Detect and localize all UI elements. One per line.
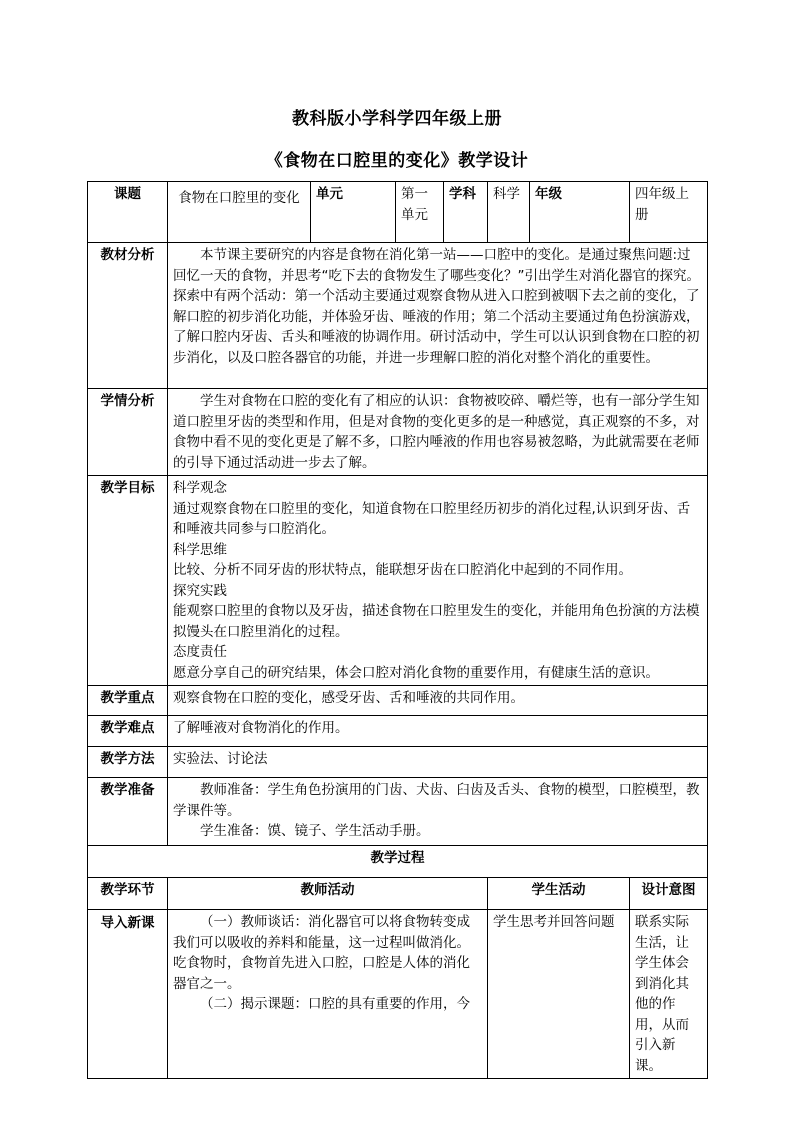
lesson-plan-table [87,181,708,1079]
methods-row [88,747,708,778]
objectives-label: 教学目标 [88,476,168,686]
process-header-row [88,878,708,910]
header-design-intent: 设计意图 [630,878,708,910]
teacher-activity-text: （二）揭示课题：口腔的具有重要的作用，今 [200,996,470,1012]
difficult-points-text: 了解唾液对食物消化的作用。 [168,716,708,747]
difficult-points-label: 教学难点 [88,716,168,747]
objectives-row [88,476,708,686]
objective-heading: 探究实践 [173,582,227,599]
unit-label: 单元 [311,182,396,243]
process-row [88,910,708,1079]
key-points-text: 观察食物在口腔的变化，感受牙齿、舌和唾液的共同作用。 [168,686,708,716]
student-analysis-label: 学情分析 [88,389,168,476]
teacher-activity-text: （一）教师谈话：消化器官可以将食物转变成我们可以吸收的养料和能量，这一过程叫做消化。吃食物时，食物首先进入口腔，口腔是人体的消化器官之一。 [173,914,470,992]
subject-label: 学科 [444,182,488,243]
objective-heading: 科学观念 [173,480,227,496]
objective-heading: 科学思维 [173,541,227,558]
process-title-row [88,846,708,878]
material-analysis-row [88,243,708,389]
teacher-preparation-text: 教师准备：学生角色扮演用的门齿、犬齿、臼齿及舌头、食物的模型，口腔模型，教学课件等。 [173,782,700,819]
design-intent-cell: 联系实际生活，让学生体会到消化其他的作用，从而引入新课。 [630,910,708,1079]
key-points-row [88,686,708,716]
process-title: 教学过程 [88,846,708,878]
methods-label: 教学方法 [88,747,168,778]
objective-text: 愿意分享自己的研究结果，体会口腔对消化食物的重要作用，有健康生活的意识。 [173,664,659,681]
student-preparation-text: 学生准备：馍、镜子、学生活动手册。 [200,823,430,839]
header-teacher-activity: 教师活动 [168,878,488,910]
subject-value: 科学 [488,182,530,243]
info-row [88,182,708,243]
stage-cell: 导入新课 [88,910,168,1079]
student-analysis-text: 学生对食物在口腔的变化有了相应的认识：食物被咬碎、嚼烂等，也有一部分学生知道口腔里牙齿的类型和作用，但是对食物的变化更多的是一种感觉，真正观察的不多，对食物中看不见的变化更是了解不多，口腔内唾液的作用也容易被忽略，为此就需要在老师的引导下通过活动进一步去了解。 [173,393,700,471]
preparation-row [88,778,708,846]
header-stage: 教学环节 [88,878,168,910]
methods-text: 实验法、讨论法 [168,747,708,778]
key-points-label: 教学重点 [88,686,168,716]
material-analysis-label: 教材分析 [88,243,168,389]
student-analysis-row [88,389,708,476]
objective-heading: 态度责任 [173,644,227,660]
material-analysis-text: 本节课主要研究的内容是食物在消化第一站——口腔中的变化。是通过聚焦问题:过回忆一天的食物，并思考“吃下去的食物发生了哪些变化？”引出学生对消化器官的探究。探索中有两个活动：第一个活动主要通过观察食物从进入口腔到被咽下去之前的变化，了解口腔的初步消化功能，并体验牙齿、唾液的作用；第二个活动主要通过角色扮演游戏，了解口腔内牙齿、舌头和唾液的协调作用。研讨活动中，学生可以认识到食物在口腔的初步消化，以及口腔各器官的功能，并进一步理解口腔的消化对整个消化的重要性。 [173,247,700,366]
document-title: 教科版小学科学四年级上册 [292,109,502,129]
objective-text: 通过观察食物在口腔里的变化，知道食物在口腔里经历初步的消化过程,认识到牙齿、舌和唾液共同参与口腔消化。 [173,500,691,537]
preparation-label: 教学准备 [88,778,168,846]
topic-label: 课题 [88,182,168,243]
grade-value: 四年级上册 [630,182,708,243]
objective-text: 能观察口腔里的食物以及牙齿，描述食物在口腔里发生的变化，并能用角色扮演的方法模拟馒头在口腔里消化的过程。 [173,603,700,640]
objective-text: 比较、分析不同牙齿的形状特点，能联想牙齿在口腔消化中起到的不同作用。 [173,562,632,578]
unit-value: 第一单元 [396,182,444,243]
grade-label: 年级 [530,182,630,243]
topic-value: 食物在口腔里的变化 [168,182,311,243]
header-student-activity: 学生活动 [488,878,630,910]
difficult-points-row [88,716,708,747]
student-activity-cell: 学生思考并回答问题 [488,910,630,1079]
lesson-title: 《食物在口腔里的变化》教学设计 [265,151,529,171]
